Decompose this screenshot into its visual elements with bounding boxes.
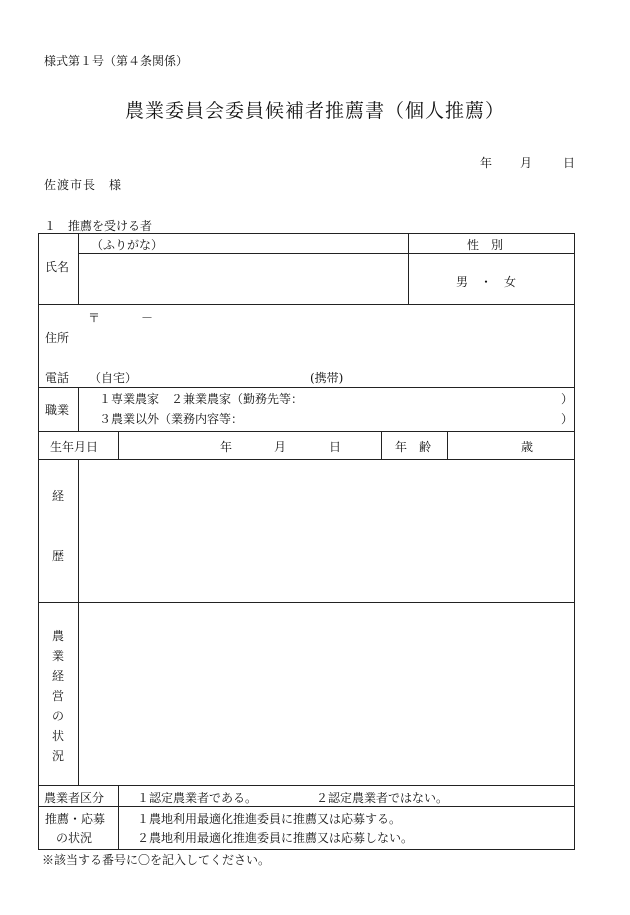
phone-mobile-field[interactable] <box>350 368 570 384</box>
status-label-char-6: 状 <box>51 729 64 743</box>
age-label: 年 齢 <box>395 440 432 454</box>
status-label-char-1: 農 <box>51 629 64 643</box>
divider-category-label <box>118 785 119 850</box>
status-label-char-3: 経 <box>51 669 64 683</box>
recommendation-option-2[interactable]: ２農地利用最適化推進委員に推薦又は応募しない。 <box>137 831 414 845</box>
occupation-option-line2[interactable]: ３農業以外（業務内容等： <box>99 412 244 426</box>
phone-home-label: （自宅） <box>89 371 138 385</box>
status-label-char-7: 況 <box>51 749 64 763</box>
address-label: 住所 <box>45 331 70 345</box>
document-title: 農業委員会委員候補者推薦書（個人推薦） <box>124 100 505 122</box>
divider-birth-career <box>38 459 575 460</box>
addressee: 佐渡市長 様 <box>44 178 123 192</box>
occupation-line2-close: ） <box>561 412 574 426</box>
divider-occupation-label <box>78 387 79 431</box>
birth-day-label: 日 <box>329 440 342 454</box>
career-field[interactable] <box>82 463 570 598</box>
date-month-label: 月 <box>520 156 533 170</box>
age-unit: 歳 <box>521 440 534 454</box>
birthdate-label: 生年月日 <box>50 440 99 454</box>
recommendation-label-line1: 推薦・応募 <box>45 812 106 826</box>
occupation-label: 職業 <box>45 403 70 417</box>
birth-month-label: 月 <box>274 440 287 454</box>
recommendation-label-line2: の状況 <box>56 831 93 845</box>
section-heading: １ 推薦を受ける者 <box>44 219 153 233</box>
furigana-label: （ふりがな） <box>91 238 164 252</box>
recommendation-option-1[interactable]: １農地利用最適化推進委員に推薦又は応募する。 <box>137 812 402 826</box>
divider-career-label <box>78 459 79 785</box>
occupation-line1-close: ） <box>561 392 574 406</box>
form-number: 様式第１号（第４条関係） <box>44 54 189 68</box>
divider-age-label <box>447 431 448 459</box>
occupation-option-line1[interactable]: １専業農家 ２兼業農家（勤務先等： <box>99 392 304 406</box>
farmer-category-option-1[interactable]: １認定農業者である。 <box>137 791 258 805</box>
date-year-label: 年 <box>480 156 493 170</box>
gender-options[interactable]: 男 ・ 女 <box>456 275 517 289</box>
divider-name-address <box>38 304 575 305</box>
farmer-category-label: 農業者区分 <box>44 791 105 805</box>
furigana-field[interactable] <box>160 236 400 251</box>
status-label-char-2: 業 <box>51 649 64 663</box>
farmer-category-option-2[interactable]: ２認定農業者ではない。 <box>316 791 449 805</box>
phone-mobile-label: (携帯) <box>310 371 344 385</box>
divider-furigana <box>78 253 575 254</box>
postal-mark: 〒 <box>88 311 101 325</box>
divider-gender <box>408 233 409 304</box>
postal-dash: － <box>141 311 154 325</box>
divider-name-label <box>78 233 79 304</box>
birth-year-label: 年 <box>220 440 233 454</box>
divider-birth-value <box>381 431 382 459</box>
status-label-char-4: 営 <box>51 689 64 703</box>
phone-label: 電話 <box>45 371 70 385</box>
farming-status-field[interactable] <box>82 606 570 781</box>
date-day-label: 日 <box>563 156 576 170</box>
phone-home-field[interactable] <box>135 368 305 384</box>
divider-phone-occupation <box>38 387 575 388</box>
status-label-char-5: の <box>51 709 64 723</box>
divider-birth-label <box>118 431 119 459</box>
divider-career-status <box>38 602 575 603</box>
career-label-char-1: 経 <box>51 489 64 503</box>
address-field[interactable] <box>82 322 570 364</box>
name-label: 氏名 <box>45 260 70 274</box>
career-label-char-2: 歴 <box>51 549 64 563</box>
name-field[interactable] <box>82 256 404 300</box>
footnote: ※該当する番号に〇を記入してください。 <box>42 853 271 867</box>
gender-header: 性 別 <box>467 238 504 252</box>
